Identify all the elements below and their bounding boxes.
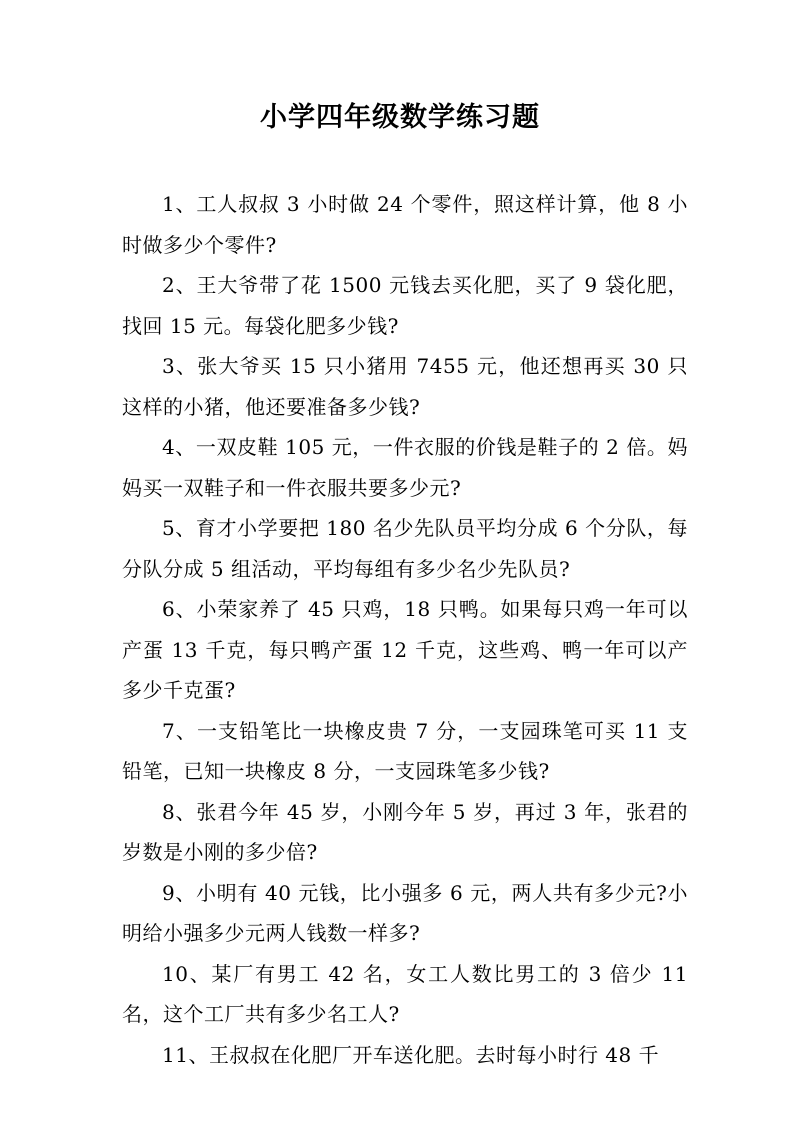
page-title: 小学四年级数学练习题 xyxy=(260,102,540,133)
question-list xyxy=(122,184,688,1075)
question-3: 3、张大爷买 15 只小猪用 7455 元，他还想再买 30 只这样的小猪，他还要准备多少钱? xyxy=(122,354,688,419)
question-1: 1、工人叔叔 3 小时做 24 个零件，照这样计算，他 8 小时做多少个零件? xyxy=(122,192,688,257)
question-11: 11、王叔叔在化肥厂开车送化肥。去时每小时行 48 千 xyxy=(162,1042,660,1067)
question-4: 4、一双皮鞋 105 元，一件衣服的价钱是鞋子的 2 倍。妈妈买一双鞋子和一件衣服共要多少元? xyxy=(122,435,688,500)
question-10: 10、某厂有男工 42 名，女工人数比男工的 3 倍少 11 名，这个工厂共有多少名工人? xyxy=(122,961,688,1026)
question-2: 2、王大爷带了花 1500 元钱去买化肥，买了 9 袋化肥，找回 15 元。每袋化肥多少钱? xyxy=(122,273,688,338)
question-9: 9、小明有 40 元钱，比小强多 6 元，两人共有多少元?小明给小强多少元两人钱数一样多? xyxy=(122,880,688,945)
question-6: 6、小荣家养了 45 只鸡，18 只鸭。如果每只鸡一年可以产蛋 13 千克，每只鸭产蛋 12 千克，这些鸡、鸭一年可以产多少千克蛋? xyxy=(122,597,688,702)
question-5: 5、育才小学要把 180 名少先队员平均分成 6 个分队，每分队分成 5 组活动，平均每组有多少名少先队员? xyxy=(122,516,688,581)
question-7: 7、一支铅笔比一块橡皮贵 7 分，一支园珠笔可买 11 支铅笔，已知一块橡皮 8 分，一支园珠笔多少钱? xyxy=(122,718,688,783)
question-8: 8、张君今年 45 岁，小刚今年 5 岁，再过 3 年，张君的岁数是小刚的多少倍? xyxy=(122,799,688,864)
